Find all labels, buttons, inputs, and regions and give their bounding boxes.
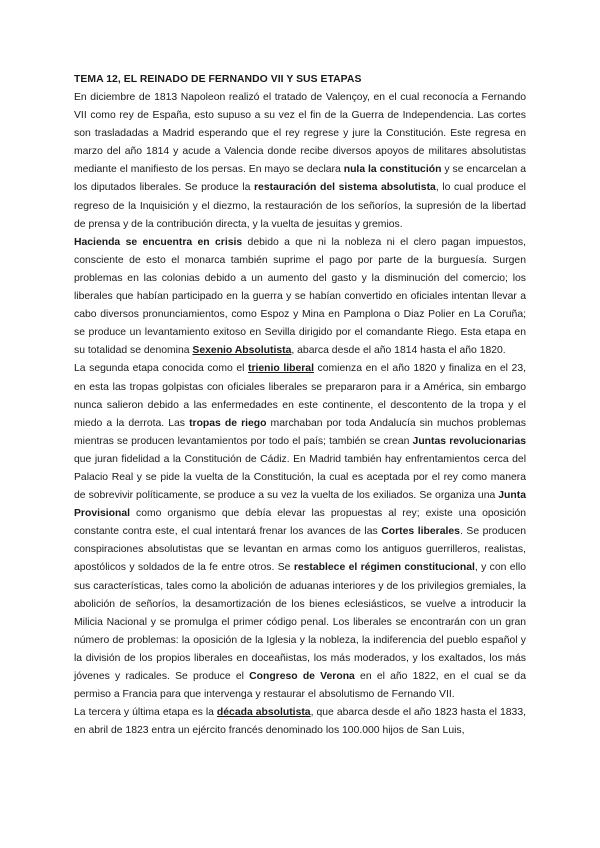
text-run: comienza en el año 1820 y finaliza en el 23, en esta las tropas golpistas con oficiales liberales se prepararon para ir a América, sin embargo nunca salieron debido a las enfermedades en este continente, el descontento de la tropa y el miedo a la derrota. Las xyxy=(74,363,526,429)
bold-term: Junta Provisional xyxy=(74,490,526,520)
underlined-term: Sexenio Absolutista xyxy=(192,345,292,357)
paragraph-sexenio xyxy=(74,234,526,361)
text-run: y se encarcelan a los diputados liberales. Se produce la xyxy=(74,164,526,194)
text-run: . Se producen conspiraciones absolutistas que se levantan en armas como los antiguos guerrilleros, realistas, apostólicos y soldados de la fe entre otros. Se xyxy=(74,526,526,574)
text-run: , que abarca desde el año 1823 hasta el 1833, en abril de 1823 entra un ejército francés denominado los 100.000 hijos de San Luis, xyxy=(74,707,526,737)
text-run: , abarca desde el año 1814 hasta el año 1820. xyxy=(291,345,506,357)
bold-term: nula la constitución xyxy=(343,164,442,176)
bold-term: restauración del sistema absolutista xyxy=(254,182,436,194)
text-run: debido a que ni la nobleza ni el clero pagan impuestos, consciente de esto el monarca también suprime el pago por parte de la burguesía. Surgen problemas en las colonias debido a un aumento del gasto y la disminución del comercio; los liberales que habían participado en la guerra y se habían convertido en oficiales intentan llevar a cabo diversos pronunciamientos, como Espoz y Mina en Pamplona o Diaz Polier en La Coruña; se produce un levantamiento exitoso en Sevilla dirigido por el comandante Riego. Esta etapa en su totalidad se denomina xyxy=(74,236,526,357)
bold-term: Hacienda se encuentra en crisis xyxy=(74,236,243,248)
paragraph-trienio xyxy=(74,360,526,704)
text-run: que juran fidelidad a la Constitución de Cádiz. En Madrid también hay enfrentamientos cerca del Palacio Real y se pide la vuelta de la Constitución, la cual es aceptada por el rey como manera de sobrevivir políticamente, se produce a su vez la vuelta de los exiliados. Se organiza una xyxy=(74,453,526,502)
bold-term: Congreso de Verona xyxy=(249,671,355,682)
text-run: en el año 1822, en el cual se da permiso a Francia para que intervenga y restaurar el absolutismo de Fernando VII. xyxy=(74,671,526,701)
paragraph-decada xyxy=(74,704,526,740)
underlined-term: trienio liberal xyxy=(248,363,314,375)
text-run: marchaban por toda Andalucía sin muchos problemas mientras se producen levantamientos por todo el país; también se crean xyxy=(74,417,526,447)
bold-term: tropas de riego xyxy=(189,417,267,429)
bold-term: Cortes liberales xyxy=(381,526,460,538)
paragraph-restoration xyxy=(74,89,526,234)
text-run: como organismo que debía elevar las propuestas al rey; existe una oposición constante contra este, el cual intentará frenar los avances de las xyxy=(74,508,526,538)
bold-term: Juntas revolucionarias xyxy=(412,435,527,447)
text-run: En diciembre de 1813 Napoleon realizó el tratado de Valençoy, en el cual reconocía a Fernando VII como rey de España, esto supuso a su vez el fin de la Guerra de Independencia. Las cortes son trasladadas a Madrid esperando que el rey regrese y jure la Constitución. Este regresa en marzo del año 1814 y acude a Valencia donde recibe diversos apoyos de militares absolutistas mediante el manifiesto de los persas. En mayo se declara xyxy=(74,92,526,176)
bold-term: restablece el régimen constitucional xyxy=(293,562,475,574)
text-run: La tercera y última etapa es la xyxy=(74,707,217,719)
document-title: TEMA 12, EL REINADO DE FERNANDO VII Y SUS ETAPAS xyxy=(74,74,362,85)
text-run: , lo cual produce el regreso de la Inquisición y el diezmo, la restauración de los señoríos, la supresión de la libertad de prensa y de la contribución directa, y la vuelta de jesuitas y gremios. xyxy=(74,182,526,230)
text-run: , y con ello sus características, tales como la abolición de aduanas interiores y de los privilegios gremiales, la abolición de señoríos, la desamortización de los bienes eclesiásticos, se vuelve a introducir la Milicia Nacional y se promulga el primer código penal. Los liberales se encontrarán con un gran número de problemas: la oposición de la Iglesia y la nobleza, la indiferencia del pueblo español y la división de los propios liberales en doceañistas, los más moderados, y los exaltados, los más jóvenes y radicales. Se produce el xyxy=(74,562,526,682)
underlined-term: década absolutista xyxy=(216,707,311,719)
text-run: La segunda etapa conocida como el xyxy=(74,363,249,375)
